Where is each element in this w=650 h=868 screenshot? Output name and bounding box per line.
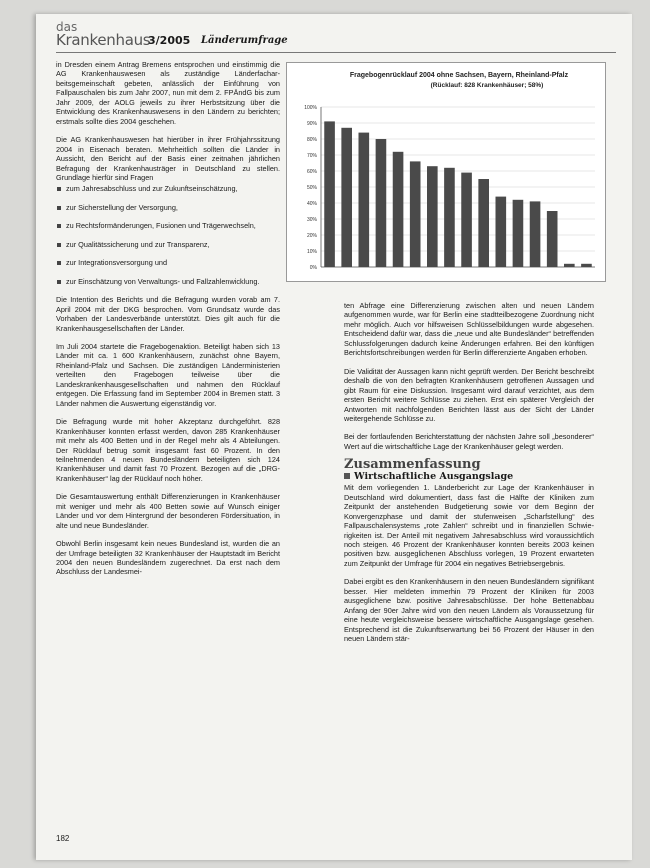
paragraph: Die AG Krankenhauswesen hat hierüber in ihrer Frühjahrssitzung 2004 in Eisenach beraten. Mehrheitlich sollten die Länder in Aussicht, den Bericht auf der Basis einer zeitnahen jährlichen Befragung der Krankenhausträger in Deutschland zu stellen. Grundlage hierfür sind Fragen	[56, 135, 280, 182]
bar	[376, 139, 387, 267]
header-rule	[56, 52, 616, 53]
bar	[496, 197, 507, 267]
bullet-item: zur Integrationsversorgung und	[56, 258, 280, 267]
bullet-item: zur Qualitätssicherung und zur Transparenz,	[56, 240, 280, 249]
bar	[427, 166, 438, 267]
square-bullet-icon	[344, 473, 350, 479]
paragraph: Im Juli 2004 startete die Fragebogenaktion. Beteiligt haben sich 13 Länder mit ca. 1 600 Krankenhäusern, zunächst ohne Bayern, Rheinland-Pfalz und Sachsen. Die zuständigen Länderministerien verteilten den Fragebogen teilweise über die Landeskrankenhausgesellschaften und nahmen den Rücklauf entgegen. Die Erfassung fand im September 2004 in Bremen statt. 3 Länder nahmen die Auswertung eigenständig vor.	[56, 341, 280, 408]
y-tick-label: 100%	[304, 105, 317, 111]
y-tick-label: 0%	[309, 265, 317, 271]
page-number: 182	[56, 834, 70, 843]
subsection-heading-text: Wirtschaftliche Ausgangslage	[354, 470, 514, 482]
paragraph: Die Validität der Aussagen kann nicht geprüft werden. Der Bericht beschreibt deshalb die von den befragten Krankenhäusern getroffenen Aussagen und gibt Raum für eine Diskussion. Insgesamt wird darauf verzichtet, aus dem ersten Bericht weitere Schlüsse zu ziehen. Erst ein späterer Vergleich der Antworten mit nachfolgenden Berichten lässt aus der Sicht der Länder weitergehende Schlüsse zu.	[344, 366, 594, 423]
bar	[461, 173, 472, 267]
bar	[564, 264, 575, 267]
bar	[581, 264, 592, 267]
subsection-heading	[344, 472, 594, 481]
bar	[359, 133, 370, 267]
bar	[410, 161, 421, 267]
bullet-list	[56, 184, 280, 286]
y-tick-label: 10%	[306, 249, 317, 255]
left-column	[56, 60, 280, 586]
y-tick-label: 60%	[306, 169, 317, 175]
bar-chart	[286, 62, 606, 282]
y-tick-label: 50%	[306, 185, 317, 191]
bar	[547, 211, 558, 267]
bar	[324, 121, 335, 267]
paragraph: Dabei ergibt es den Krankenhäusern in den neuen Bundesländern signifikant besser. Hier meldeten immerhin 79 Prozent der Kliniken für 2003 ausgeglichene bzw. positive Jahresabschlüsse. Der hohe Bettenabbau Anfang der 90er Jahre wird von den neuen Ländern als Voraussetzung für eine heute vergleichsweise bessere wirtschaftliche Ausgangslage gesehen. Entsprechend ist die Zukunftserwartung bei 56 Prozent der Häuser in den neuen Ländern stär-	[344, 577, 594, 644]
document-page	[36, 14, 632, 860]
bar	[478, 179, 489, 267]
paragraph: in Dresden einem Antrag Bremens entsprochen und einstimmig die AG Krankenhauswesen als zuständige Länderfacharbeitsgemeinschaft gebeten, anlässlich der Einführung von Fallpauschalen bis zum Jahr 2007, nun mit dem 2. FPÄndG bis zum Jahr 2009, der AOLG jeweils zu ihrer Herbstsitzung über die Entwicklung des Krankenhauswesens in den Ländern zu berichten; erstmals sollte dies 2004 geschehen.	[56, 60, 280, 126]
journal-logo-top: das	[56, 20, 78, 34]
paragraph: Die Intention des Berichts und die Befragung wurden vorab am 7. April 2004 mit der DKG besprochen. Vom Grundsatz wurde das Vorhaben der Landesverbände unterstützt. Dies gilt auch für die Krankenhausgesellschaften der Länder.	[56, 295, 280, 333]
paragraph: Obwohl Berlin insgesamt kein neues Bundesland ist, wurden die an der Umfrage beteiligten 32 Krankenhäuser der Hauptstadt im Bericht 2004 den neuen Bundesländern zugerechnet. Da erst nach dem Abschluss der Landesmei-	[56, 539, 280, 577]
paragraph: Bei der fortlaufenden Berichterstattung der nächsten Jahre soll „besonderer“ Wert auf die wirtschaftliche Lage der Krankenhäuser gelegt werden.	[344, 432, 594, 451]
paragraph: Die Gesamtauswertung enthält Differenzierungen in Krankenhäuser mit weniger und mehr als 400 Betten sowie auf Wunsch einiger Länder und vor dem Hintergrund der besonderen Fördersituation, in alte und neue Bundesländer.	[56, 492, 280, 530]
section-heading: Zusammenfassung	[344, 457, 481, 473]
y-tick-label: 90%	[306, 121, 317, 127]
y-tick-label: 30%	[306, 217, 317, 223]
bar	[530, 201, 541, 267]
bar	[444, 168, 455, 267]
y-tick-label: 20%	[306, 233, 317, 239]
paragraph: Mit dem vorliegenden 1. Länderbericht zur Lage der Krankenhäuser in Deutschland wird dokumentiert, dass fast die Hälfte der Kliniken zum Zeitpunkt der anstehenden Budgetierung sowie vor dem Beginn der Konvergenzphase und damit der stufenweisen „Scharfstellung“ des Fallpauschalensystems „rote Zahlen“ schreibt und in finanziellen Schwierigkeiten ist. Der Anteil mit negativem Jahresabschluss wird voraussichtlich noch steigen. 46 Prozent der Krankenhäuser konnten bereits 2003 keinen positiven bzw. ausgeglichenen Abschluss vorlegen, 19 Prozent erwarteten zum Zeitpunkt der Umfrage für 2004 ein negatives Betriebsergebnis.	[344, 483, 594, 568]
bar	[341, 128, 352, 267]
bullet-item: zu Rechtsformänderungen, Fusionen und Trägerwechseln,	[56, 221, 280, 230]
bullet-item: zur Sicherstellung der Versorgung,	[56, 203, 280, 212]
section-title: Länderumfrage	[201, 35, 288, 46]
chart-title: Fragebogenrücklauf 2004 ohne Sachsen, Bayern, Rheinland-Pfalz	[349, 72, 569, 79]
issue-number: 3/2005	[148, 34, 191, 47]
y-tick-label: 40%	[306, 201, 317, 207]
chart-subtitle: (Rücklauf: 828 Krankenhäuser; 58%)	[430, 82, 544, 89]
right-column	[344, 301, 594, 653]
bar	[393, 152, 404, 267]
paragraph: ten Abfrage eine Differenzierung zwischen alten und neuen Ländern aufgenommen wurde, war für Berlin eine stadtteilbezogene Zuordnung nicht mehr möglich. Auch vor hilfsweisen Schlüsselbildungen wurde abgesehen. Entscheidend dafür war, dass die „neue und alte Bundesländer“ betreffenden Schlussfolgerungen dadurch keine Änderungen erfahren. Bei den künftigen Berichtsfortschreibungen werden für Berlin differenzierte Angaben erhoben.	[344, 301, 594, 358]
bar	[513, 200, 524, 267]
bullet-item: zur Einschätzung von Verwaltungs- und Fallzahlenwicklung.	[56, 277, 280, 286]
chart-svg	[287, 63, 605, 281]
y-tick-label: 70%	[306, 153, 317, 159]
paragraph: Die Befragung wurde mit hoher Akzeptanz durchgeführt. 828 Krankenhäuser konnten erfasst werden, davon 285 Krankenhäuser mit mehr als 400 Betten und in der Regel mehr als 4 Abteilungen. Der Rücklauf betrug somit insgesamt fast 60 Prozent. In den teilnehmenden 4 neuen Bundesländern beteiligten sich 124 Krankenhäuser und damit fast 70 Prozent. Bezogen auf die „DRG-Krankenhäuser“ lag der Rücklauf noch höher.	[56, 417, 280, 483]
y-tick-label: 80%	[306, 137, 317, 143]
bullet-item: zum Jahresabschluss und zur Zukunftseinschätzung,	[56, 184, 280, 193]
journal-logo: Krankenhaus	[56, 31, 151, 49]
